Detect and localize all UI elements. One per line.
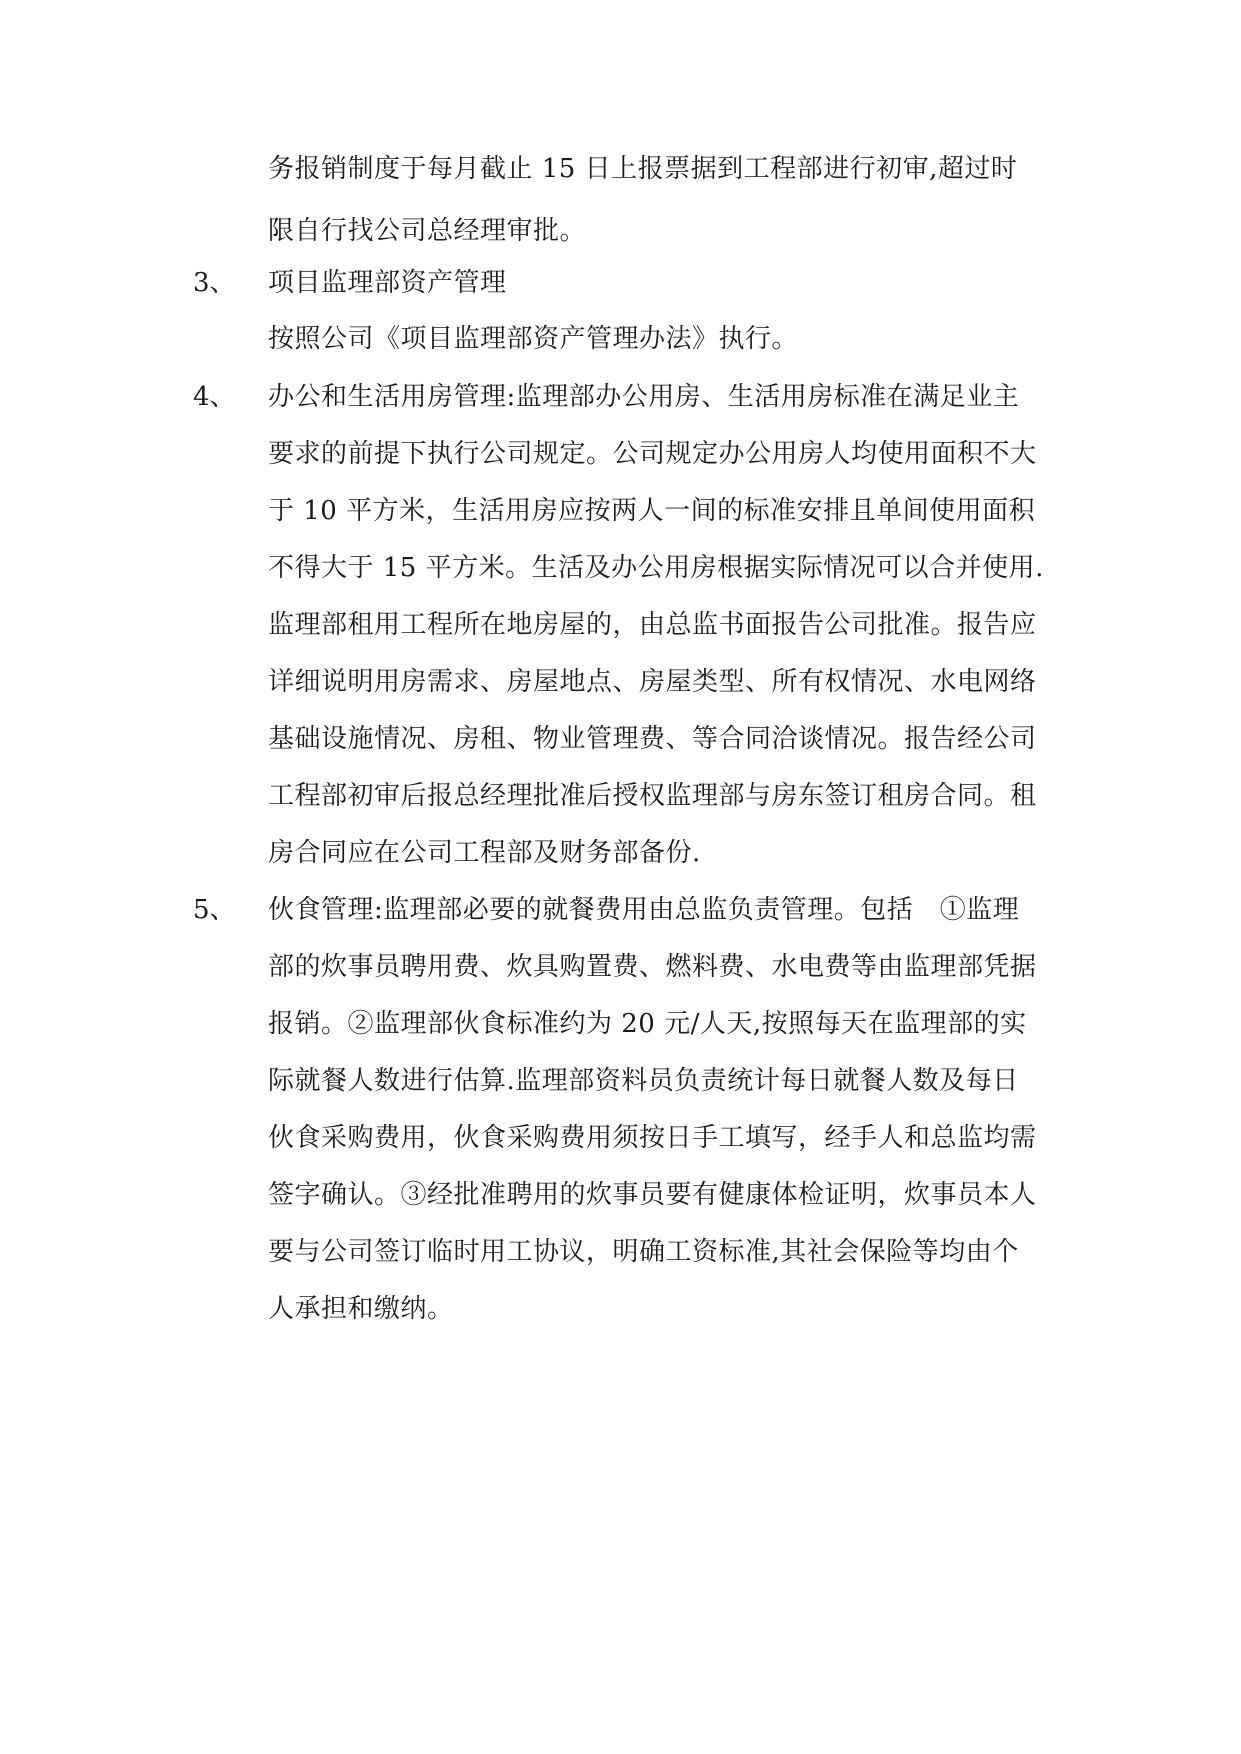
paragraph-line: 际就餐人数进行估算.监理部资料员负责统计每日就餐人数及每日 <box>268 1066 1019 1096</box>
section-number: 4、 <box>193 382 236 412</box>
paragraph-line: 报销。②监理部伙食标准约为 20 元/人天,按照每天在监理部的实 <box>268 1009 1027 1039</box>
paragraph-line: 伙食管理:监理部必要的就餐费用由总监负责管理。包括 ①监理 <box>268 895 1020 925</box>
paragraph-line: 要与公司签订临时用工协议，明确工资标准,其社会保险等均由个 <box>268 1237 1019 1267</box>
paragraph-line: 伙食采购费用，伙食采购费用须按日手工填写，经手人和总监均需 <box>268 1123 1037 1153</box>
paragraph-line: 不得大于 15 平方米。生活及办公用房根据实际情况可以合并使用. <box>268 553 1044 583</box>
section-number: 5、 <box>193 895 236 925</box>
paragraph-line: 按照公司《项目监理部资产管理办法》执行。 <box>268 324 799 354</box>
paragraph-line: 基础设施情况、房租、物业管理费、等合同洽谈情况。报告经公司 <box>268 724 1037 754</box>
paragraph-line: 人承担和缴纳。 <box>268 1294 454 1324</box>
paragraph-line: 房合同应在公司工程部及财务部备份. <box>268 838 701 868</box>
paragraph-line: 详细说明用房需求、房屋地点、房屋类型、所有权情况、水电网络 <box>268 667 1037 697</box>
paragraph-line: 签字确认。③经批准聘用的炊事员要有健康体检证明，炊事员本人 <box>268 1180 1037 1210</box>
paragraph-line: 限自行找公司总经理审批。 <box>268 216 587 246</box>
paragraph-line: 要求的前提下执行公司规定。公司规定办公用房人均使用面积不大 <box>268 439 1037 469</box>
section-number: 3、 <box>193 268 236 298</box>
section-heading: 项目监理部资产管理 <box>268 268 507 298</box>
paragraph-line: 办公和生活用房管理:监理部办公用房、生活用房标准在满足业主 <box>268 382 1020 412</box>
paragraph-line: 务报销制度于每月截止 15 日上报票据到工程部进行初审,超过时 <box>268 154 1018 184</box>
paragraph-line: 监理部租用工程所在地房屋的，由总监书面报告公司批准。报告应 <box>268 610 1037 640</box>
paragraph-line: 工程部初审后报总经理批准后授权监理部与房东签订租房合同。租 <box>268 781 1037 811</box>
paragraph-line: 于 10 平方米，生活用房应按两人一间的标准安排且单间使用面积 <box>268 496 1036 526</box>
paragraph-line: 部的炊事员聘用费、炊具购置费、燃料费、水电费等由监理部凭据 <box>268 952 1037 982</box>
